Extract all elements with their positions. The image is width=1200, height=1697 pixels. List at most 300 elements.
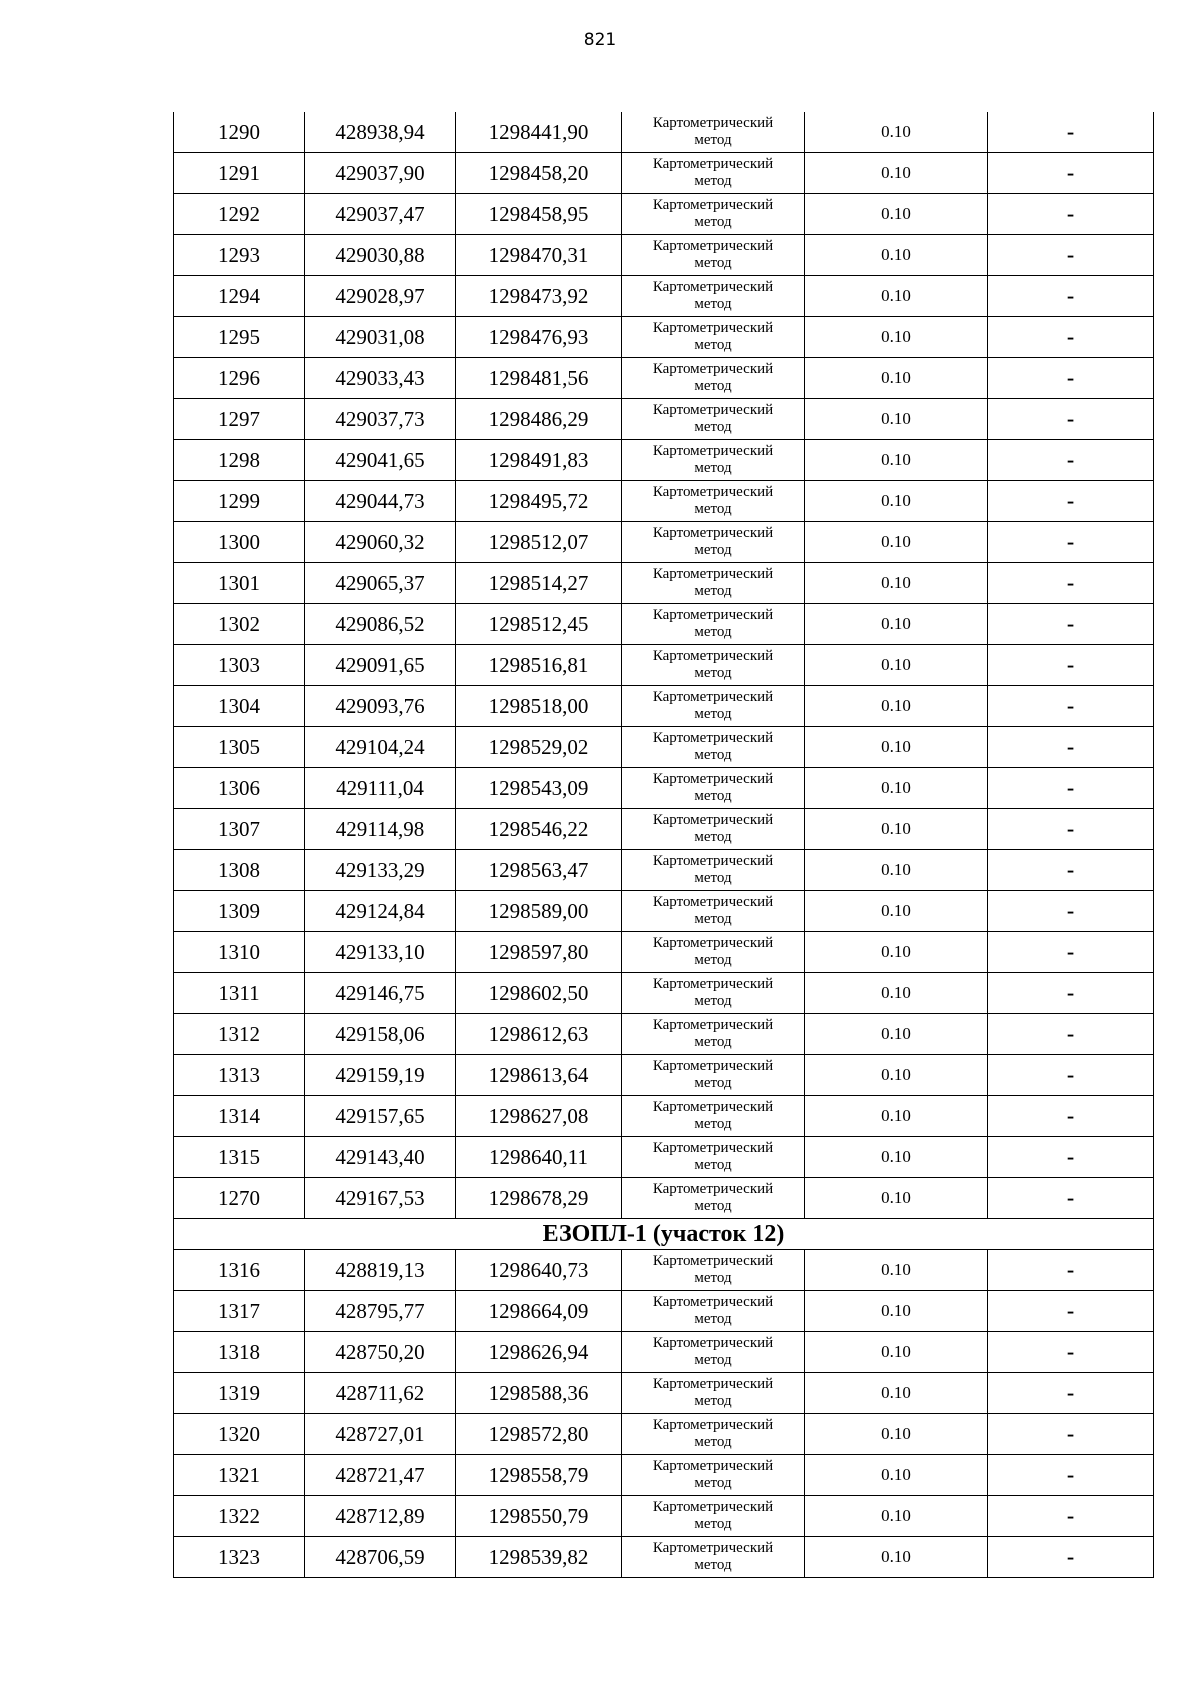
method-line-2: метод	[694, 460, 732, 476]
x-coordinate-cell: 429044,73	[305, 481, 456, 522]
y-coordinate-cell: 1298558,79	[456, 1455, 622, 1496]
point-number-cell: 1303	[174, 645, 305, 686]
table-row	[174, 153, 1154, 194]
method-line-1: Картометрический	[652, 976, 774, 992]
table-row	[174, 1332, 1154, 1373]
y-coordinate-cell: 1298491,83	[456, 440, 622, 481]
x-coordinate-cell: 429037,90	[305, 153, 456, 194]
method-cell	[622, 563, 805, 604]
method-line-2: метод	[694, 747, 732, 763]
point-number-cell: 1315	[174, 1137, 305, 1178]
y-coordinate-cell: 1298597,80	[456, 932, 622, 973]
method-cell	[622, 112, 805, 153]
point-number-cell: 1291	[174, 153, 305, 194]
table-row	[174, 1178, 1154, 1219]
point-number-cell: 1290	[174, 112, 305, 153]
y-coordinate-cell: 1298546,22	[456, 809, 622, 850]
method-line-1: Картометрический	[652, 812, 774, 828]
y-coordinate-cell: 1298458,95	[456, 194, 622, 235]
method-line-1: Картометрический	[652, 443, 774, 459]
method-line-1: Картометрический	[652, 935, 774, 951]
method-line-1: Картометрический	[652, 1140, 774, 1156]
description-cell: -	[988, 850, 1154, 891]
y-coordinate-cell: 1298627,08	[456, 1096, 622, 1137]
description-cell: -	[988, 563, 1154, 604]
y-coordinate-cell: 1298441,90	[456, 112, 622, 153]
method-line-2: метод	[694, 1270, 732, 1286]
x-coordinate-cell: 429133,10	[305, 932, 456, 973]
y-coordinate-cell: 1298518,00	[456, 686, 622, 727]
method-cell	[622, 481, 805, 522]
method-line-1: Картометрический	[652, 1099, 774, 1115]
description-cell: -	[988, 317, 1154, 358]
method-line-2: метод	[694, 255, 732, 271]
x-coordinate-cell: 429031,08	[305, 317, 456, 358]
method-line-1: Картометрический	[652, 525, 774, 541]
x-coordinate-cell: 429167,53	[305, 1178, 456, 1219]
method-cell	[622, 1055, 805, 1096]
y-coordinate-cell: 1298539,82	[456, 1537, 622, 1578]
method-cell	[622, 317, 805, 358]
point-number-cell: 1320	[174, 1414, 305, 1455]
method-cell	[622, 1455, 805, 1496]
table-row	[174, 850, 1154, 891]
y-coordinate-cell: 1298678,29	[456, 1178, 622, 1219]
method-line-1: Картометрический	[652, 1253, 774, 1269]
table-row	[174, 768, 1154, 809]
y-coordinate-cell: 1298481,56	[456, 358, 622, 399]
y-coordinate-cell: 1298589,00	[456, 891, 622, 932]
table-row	[174, 932, 1154, 973]
table-row	[174, 1537, 1154, 1578]
x-coordinate-cell: 428711,62	[305, 1373, 456, 1414]
description-cell: -	[988, 768, 1154, 809]
point-number-cell: 1309	[174, 891, 305, 932]
method-line-2: метод	[694, 829, 732, 845]
method-line-1: Картометрический	[652, 1181, 774, 1197]
method-line-2: метод	[694, 665, 732, 681]
method-line-2: метод	[694, 624, 732, 640]
method-cell	[622, 1496, 805, 1537]
method-line-1: Картометрический	[652, 648, 774, 664]
method-line-2: метод	[694, 1075, 732, 1091]
method-line-1: Картометрический	[652, 1017, 774, 1033]
coordinates-table	[173, 112, 1154, 1578]
accuracy-cell: 0.10	[805, 1332, 988, 1373]
x-coordinate-cell: 429028,97	[305, 276, 456, 317]
point-number-cell: 1270	[174, 1178, 305, 1219]
description-cell: -	[988, 727, 1154, 768]
x-coordinate-cell: 429143,40	[305, 1137, 456, 1178]
x-coordinate-cell: 429037,47	[305, 194, 456, 235]
table-row	[174, 1137, 1154, 1178]
method-line-1: Картометрический	[652, 1458, 774, 1474]
method-line-1: Картометрический	[652, 1376, 774, 1392]
method-line-1: Картометрический	[652, 894, 774, 910]
x-coordinate-cell: 429033,43	[305, 358, 456, 399]
point-number-cell: 1313	[174, 1055, 305, 1096]
method-line-1: Картометрический	[652, 1540, 774, 1556]
point-number-cell: 1302	[174, 604, 305, 645]
point-number-cell: 1305	[174, 727, 305, 768]
table-row	[174, 1055, 1154, 1096]
x-coordinate-cell: 429037,73	[305, 399, 456, 440]
table-row	[174, 358, 1154, 399]
method-line-2: метод	[694, 1475, 732, 1491]
method-line-2: метод	[694, 1034, 732, 1050]
method-line-1: Картометрический	[652, 197, 774, 213]
y-coordinate-cell: 1298612,63	[456, 1014, 622, 1055]
method-cell	[622, 522, 805, 563]
method-cell	[622, 358, 805, 399]
description-cell: -	[988, 440, 1154, 481]
method-line-1: Картометрический	[652, 238, 774, 254]
x-coordinate-cell: 429124,84	[305, 891, 456, 932]
accuracy-cell: 0.10	[805, 1455, 988, 1496]
point-number-cell: 1296	[174, 358, 305, 399]
method-line-2: метод	[694, 1198, 732, 1214]
method-cell	[622, 1250, 805, 1291]
x-coordinate-cell: 429091,65	[305, 645, 456, 686]
point-number-cell: 1319	[174, 1373, 305, 1414]
accuracy-cell: 0.10	[805, 645, 988, 686]
description-cell: -	[988, 153, 1154, 194]
y-coordinate-cell: 1298588,36	[456, 1373, 622, 1414]
table-row	[174, 276, 1154, 317]
description-cell: -	[988, 686, 1154, 727]
section-title: ЕЗОПЛ-1 (участок 12)	[174, 1219, 1154, 1250]
method-line-1: Картометрический	[652, 730, 774, 746]
y-coordinate-cell: 1298640,73	[456, 1250, 622, 1291]
accuracy-cell: 0.10	[805, 1137, 988, 1178]
method-line-2: метод	[694, 706, 732, 722]
point-number-cell: 1318	[174, 1332, 305, 1373]
x-coordinate-cell: 428938,94	[305, 112, 456, 153]
table-row	[174, 727, 1154, 768]
method-line-2: метод	[694, 1557, 732, 1573]
method-line-2: метод	[694, 870, 732, 886]
description-cell: -	[988, 358, 1154, 399]
table-row	[174, 1291, 1154, 1332]
accuracy-cell: 0.10	[805, 358, 988, 399]
x-coordinate-cell: 428706,59	[305, 1537, 456, 1578]
x-coordinate-cell: 428750,20	[305, 1332, 456, 1373]
point-number-cell: 1307	[174, 809, 305, 850]
x-coordinate-cell: 428727,01	[305, 1414, 456, 1455]
y-coordinate-cell: 1298563,47	[456, 850, 622, 891]
y-coordinate-cell: 1298543,09	[456, 768, 622, 809]
point-number-cell: 1295	[174, 317, 305, 358]
x-coordinate-cell: 429060,32	[305, 522, 456, 563]
point-number-cell: 1308	[174, 850, 305, 891]
accuracy-cell: 0.10	[805, 809, 988, 850]
method-cell	[622, 768, 805, 809]
accuracy-cell: 0.10	[805, 973, 988, 1014]
y-coordinate-cell: 1298626,94	[456, 1332, 622, 1373]
point-number-cell: 1323	[174, 1537, 305, 1578]
accuracy-cell: 0.10	[805, 932, 988, 973]
method-cell	[622, 194, 805, 235]
method-line-2: метод	[694, 296, 732, 312]
point-number-cell: 1314	[174, 1096, 305, 1137]
description-cell: -	[988, 1250, 1154, 1291]
accuracy-cell: 0.10	[805, 194, 988, 235]
method-cell	[622, 1178, 805, 1219]
table-row	[174, 399, 1154, 440]
point-number-cell: 1304	[174, 686, 305, 727]
y-coordinate-cell: 1298514,27	[456, 563, 622, 604]
method-line-2: метод	[694, 132, 732, 148]
method-line-1: Картометрический	[652, 1499, 774, 1515]
method-line-2: метод	[694, 1352, 732, 1368]
method-cell	[622, 1332, 805, 1373]
method-cell	[622, 235, 805, 276]
method-line-2: метод	[694, 583, 732, 599]
x-coordinate-cell: 429041,65	[305, 440, 456, 481]
method-cell	[622, 727, 805, 768]
y-coordinate-cell: 1298516,81	[456, 645, 622, 686]
accuracy-cell: 0.10	[805, 850, 988, 891]
description-cell: -	[988, 399, 1154, 440]
method-cell	[622, 440, 805, 481]
y-coordinate-cell: 1298602,50	[456, 973, 622, 1014]
table-row	[174, 1496, 1154, 1537]
description-cell: -	[988, 645, 1154, 686]
y-coordinate-cell: 1298486,29	[456, 399, 622, 440]
accuracy-cell: 0.10	[805, 399, 988, 440]
method-line-2: метод	[694, 337, 732, 353]
description-cell: -	[988, 194, 1154, 235]
method-cell	[622, 604, 805, 645]
table-row	[174, 481, 1154, 522]
accuracy-cell: 0.10	[805, 1537, 988, 1578]
description-cell: -	[988, 809, 1154, 850]
accuracy-cell: 0.10	[805, 1291, 988, 1332]
method-line-1: Картометрический	[652, 1417, 774, 1433]
x-coordinate-cell: 429159,19	[305, 1055, 456, 1096]
description-cell: -	[988, 973, 1154, 1014]
description-cell: -	[988, 1096, 1154, 1137]
method-line-2: метод	[694, 1516, 732, 1532]
point-number-cell: 1317	[174, 1291, 305, 1332]
description-cell: -	[988, 604, 1154, 645]
x-coordinate-cell: 429093,76	[305, 686, 456, 727]
table-row	[174, 686, 1154, 727]
table-row	[174, 645, 1154, 686]
x-coordinate-cell: 429133,29	[305, 850, 456, 891]
y-coordinate-cell: 1298572,80	[456, 1414, 622, 1455]
accuracy-cell: 0.10	[805, 1250, 988, 1291]
table-row	[174, 522, 1154, 563]
method-cell	[622, 1137, 805, 1178]
table-row	[174, 1414, 1154, 1455]
method-cell	[622, 1537, 805, 1578]
x-coordinate-cell: 428795,77	[305, 1291, 456, 1332]
accuracy-cell: 0.10	[805, 112, 988, 153]
description-cell: -	[988, 1332, 1154, 1373]
x-coordinate-cell: 429104,24	[305, 727, 456, 768]
method-line-1: Картометрический	[652, 1058, 774, 1074]
accuracy-cell: 0.10	[805, 727, 988, 768]
y-coordinate-cell: 1298470,31	[456, 235, 622, 276]
method-cell	[622, 932, 805, 973]
page-number: 821	[583, 30, 617, 50]
accuracy-cell: 0.10	[805, 1014, 988, 1055]
accuracy-cell: 0.10	[805, 522, 988, 563]
method-line-2: метод	[694, 952, 732, 968]
description-cell: -	[988, 276, 1154, 317]
accuracy-cell: 0.10	[805, 1414, 988, 1455]
table-row	[174, 1373, 1154, 1414]
point-number-cell: 1293	[174, 235, 305, 276]
table-row	[174, 1455, 1154, 1496]
point-number-cell: 1321	[174, 1455, 305, 1496]
table-row	[174, 1096, 1154, 1137]
description-cell: -	[988, 1414, 1154, 1455]
method-cell	[622, 1291, 805, 1332]
x-coordinate-cell: 428712,89	[305, 1496, 456, 1537]
method-cell	[622, 645, 805, 686]
accuracy-cell: 0.10	[805, 686, 988, 727]
accuracy-cell: 0.10	[805, 317, 988, 358]
method-cell	[622, 809, 805, 850]
accuracy-cell: 0.10	[805, 563, 988, 604]
x-coordinate-cell: 429146,75	[305, 973, 456, 1014]
table-row	[174, 440, 1154, 481]
method-cell	[622, 891, 805, 932]
table-row	[174, 194, 1154, 235]
table-row	[174, 973, 1154, 1014]
description-cell: -	[988, 1291, 1154, 1332]
method-line-2: метод	[694, 993, 732, 1009]
method-line-2: метод	[694, 1157, 732, 1173]
point-number-cell: 1311	[174, 973, 305, 1014]
method-line-2: метод	[694, 1116, 732, 1132]
method-line-1: Картометрический	[652, 853, 774, 869]
method-cell	[622, 1414, 805, 1455]
method-line-1: Картометрический	[652, 1294, 774, 1310]
accuracy-cell: 0.10	[805, 1373, 988, 1414]
table-row	[174, 1250, 1154, 1291]
point-number-cell: 1300	[174, 522, 305, 563]
method-cell	[622, 1096, 805, 1137]
table-row	[174, 563, 1154, 604]
description-cell: -	[988, 1137, 1154, 1178]
table-row	[174, 604, 1154, 645]
point-number-cell: 1316	[174, 1250, 305, 1291]
method-line-1: Картометрический	[652, 402, 774, 418]
y-coordinate-cell: 1298613,64	[456, 1055, 622, 1096]
table-row	[174, 809, 1154, 850]
y-coordinate-cell: 1298550,79	[456, 1496, 622, 1537]
y-coordinate-cell: 1298640,11	[456, 1137, 622, 1178]
point-number-cell: 1299	[174, 481, 305, 522]
accuracy-cell: 0.10	[805, 440, 988, 481]
description-cell: -	[988, 1178, 1154, 1219]
description-cell: -	[988, 1014, 1154, 1055]
accuracy-cell: 0.10	[805, 481, 988, 522]
method-line-1: Картометрический	[652, 484, 774, 500]
accuracy-cell: 0.10	[805, 235, 988, 276]
y-coordinate-cell: 1298476,93	[456, 317, 622, 358]
method-line-1: Картометрический	[652, 156, 774, 172]
y-coordinate-cell: 1298458,20	[456, 153, 622, 194]
method-line-1: Картометрический	[652, 115, 774, 131]
point-number-cell: 1294	[174, 276, 305, 317]
point-number-cell: 1312	[174, 1014, 305, 1055]
method-line-1: Картометрический	[652, 607, 774, 623]
method-line-1: Картометрический	[652, 361, 774, 377]
method-line-2: метод	[694, 419, 732, 435]
method-line-1: Картометрический	[652, 279, 774, 295]
point-number-cell: 1310	[174, 932, 305, 973]
description-cell: -	[988, 891, 1154, 932]
description-cell: -	[988, 932, 1154, 973]
method-line-2: метод	[694, 173, 732, 189]
point-number-cell: 1298	[174, 440, 305, 481]
y-coordinate-cell: 1298529,02	[456, 727, 622, 768]
table-row	[174, 891, 1154, 932]
method-line-2: метод	[694, 788, 732, 804]
accuracy-cell: 0.10	[805, 1055, 988, 1096]
accuracy-cell: 0.10	[805, 891, 988, 932]
method-line-2: метод	[694, 214, 732, 230]
x-coordinate-cell: 429086,52	[305, 604, 456, 645]
y-coordinate-cell: 1298664,09	[456, 1291, 622, 1332]
point-number-cell: 1297	[174, 399, 305, 440]
accuracy-cell: 0.10	[805, 768, 988, 809]
method-line-1: Картометрический	[652, 689, 774, 705]
x-coordinate-cell: 429111,04	[305, 768, 456, 809]
section-header-row	[174, 1219, 1154, 1250]
y-coordinate-cell: 1298473,92	[456, 276, 622, 317]
method-line-1: Картометрический	[652, 1335, 774, 1351]
x-coordinate-cell: 429157,65	[305, 1096, 456, 1137]
point-number-cell: 1292	[174, 194, 305, 235]
description-cell: -	[988, 481, 1154, 522]
method-cell	[622, 973, 805, 1014]
method-cell	[622, 399, 805, 440]
method-cell	[622, 686, 805, 727]
table-row	[174, 112, 1154, 153]
x-coordinate-cell: 429065,37	[305, 563, 456, 604]
table-body-part-2	[174, 1250, 1154, 1578]
x-coordinate-cell: 429030,88	[305, 235, 456, 276]
description-cell: -	[988, 112, 1154, 153]
x-coordinate-cell: 429158,06	[305, 1014, 456, 1055]
method-line-1: Картометрический	[652, 320, 774, 336]
method-cell	[622, 1373, 805, 1414]
y-coordinate-cell: 1298495,72	[456, 481, 622, 522]
method-line-2: метод	[694, 1434, 732, 1450]
description-cell: -	[988, 1373, 1154, 1414]
table-body-part-1	[174, 112, 1154, 1219]
x-coordinate-cell: 429114,98	[305, 809, 456, 850]
table-row	[174, 1014, 1154, 1055]
accuracy-cell: 0.10	[805, 1178, 988, 1219]
point-number-cell: 1301	[174, 563, 305, 604]
y-coordinate-cell: 1298512,45	[456, 604, 622, 645]
method-line-2: метод	[694, 501, 732, 517]
description-cell: -	[988, 235, 1154, 276]
y-coordinate-cell: 1298512,07	[456, 522, 622, 563]
accuracy-cell: 0.10	[805, 153, 988, 194]
method-line-1: Картометрический	[652, 566, 774, 582]
method-line-2: метод	[694, 542, 732, 558]
point-number-cell: 1306	[174, 768, 305, 809]
accuracy-cell: 0.10	[805, 276, 988, 317]
point-number-cell: 1322	[174, 1496, 305, 1537]
